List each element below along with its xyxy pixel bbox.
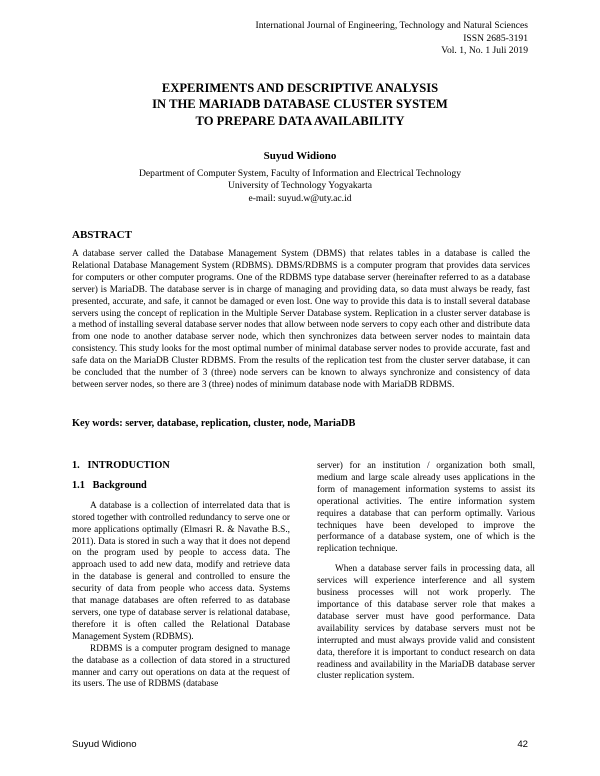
author-block <box>60 150 540 205</box>
title-line-3: TO PREPARE DATA AVAILABILITY <box>195 113 405 128</box>
paragraph: RDBMS is a computer program designed to manage the database as a collection of data stored in a structured manner and carry out operations on data at the request of its users. The use of RDBMS (database <box>72 643 290 690</box>
journal-issn: ISSN 2685-3191 <box>463 32 528 44</box>
author-department: Department of Computer System, Faculty of Information and Electrical Technology <box>138 167 462 179</box>
body-column-left <box>72 460 290 691</box>
paragraph: When a database server fails in processing data, all services will experience interference and all system business processes will not work properly. The importance of this database server role that makes a database server must have good performance. Data availability services by database servers must not be interrupted and must always provide valid and consistent data, therefore it is important to conduct research on data readiness and availability in the MariaDB database server cluster replication system. <box>317 564 535 682</box>
title-line-2: IN THE MARIADB DATABASE CLUSTER SYSTEM <box>152 97 448 112</box>
paper-title <box>60 80 540 129</box>
footer-author: Suyud Widiono <box>72 739 137 750</box>
subsection-heading-background: 1.1 Background <box>72 479 147 491</box>
author-university: University of Technology Yogyakarta <box>227 180 373 191</box>
abstract-text: A database server called the Database Management System (DBMS) that relates tables in a database is called the Relational Database Management System (RDBMS). DBMS/RDBMS is a computer program that provides data services for computers or other computer programs. One of the RDBMS type database server (hereinafter referred to as a database server) is MariaDB. The database server is in charge of managing and providing data, so data must always be ready, fast presented, accurate, and safe, it cannot be damaged or even lost. One way to provide this data is to install several database servers using the concept of replication in the Multiple Server Database system. Replication in a cluster server database is a method of installing several database server nodes that allow between node servers to copy each other and distribute data from one node to another database server node, which then synchronizes data between server nodes to maintain data consistency. This study looks for the most optimal number of minimal database server nodes to provide accurate, fast and safe data on the MariaDB Cluster RDBMS. From the results of the replication test from the cluster server database, it can be concluded that the number of 3 (three) node servers can be known to always synchronize and consistency of data between server nodes, so there are 3 (three) nodes of minimum database node with MariaDB RDBMS. <box>72 249 530 390</box>
author-name: Suyud Widiono <box>263 150 337 162</box>
keywords: Key words: server, database, replication, cluster, node, MariaDB <box>72 418 356 429</box>
paragraph: A database is a collection of interrelated data that is stored together with controlled redundancy to serve one or more applications optimally (Elmasri R. & Navathe B.S., 2011). Data is stored in such a way that it does not depend on the program used by people to access data. The approach used to add new data, modify and retrieve data in the database is general and controlled to ensure the security of data from people who access data. Systems that manage databases are often referred to as database servers, one type of database server is relational database, therefore it is often called the Relational Database Management System (RDBMS). <box>72 500 290 642</box>
title-line-1: EXPERIMENTS AND DESCRIPTIVE ANALYSIS <box>161 81 439 95</box>
journal-volume: Vol. 1, No. 1 Juli 2019 <box>441 45 528 56</box>
journal-header <box>256 20 529 58</box>
abstract-heading: ABSTRACT <box>72 229 132 241</box>
paragraph: server) for an institution / organization both small, medium and large scale already uses applications in the form of management information systems to assist its operational activities. The entire information system requires a database that can perform optimally. Various techniques have been developed to improve the performance of a database system, one of which is the replication technique. <box>317 461 535 555</box>
body-column-right <box>317 461 535 683</box>
journal-name: International Journal of Engineering, Technology and Natural Sciences <box>255 20 528 31</box>
section-heading-introduction: 1. INTRODUCTION <box>72 460 170 471</box>
author-email: e-mail: suyud.w@uty.ac.id <box>248 192 352 204</box>
page-number: 42 <box>517 739 528 750</box>
